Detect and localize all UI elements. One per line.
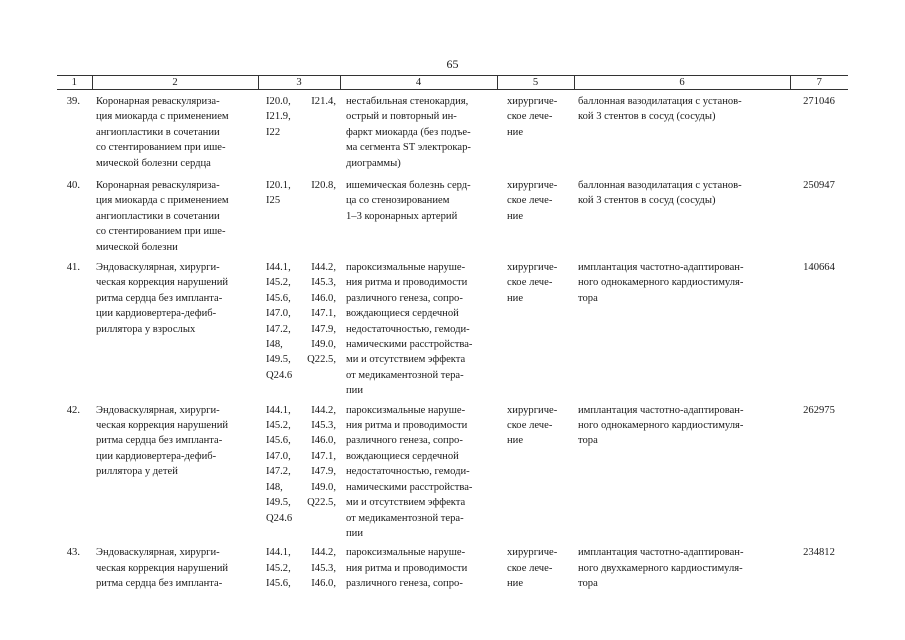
treatment_lines-line: ское лече- <box>507 562 553 574</box>
diagnosis <box>340 541 497 595</box>
diagnosis_lines-line: ца со стенозированием <box>346 195 450 207</box>
method_lines-line: ного двухкамерного кардиостимуля- <box>578 562 743 574</box>
icd-code: Q24.6 <box>266 369 293 381</box>
icd-code-grid <box>266 403 336 526</box>
service-name <box>92 399 258 542</box>
column-header: 1 <box>57 76 92 90</box>
icd-code: I44.2, <box>311 547 336 559</box>
diagnosis_lines-line: вождающиеся сердечной <box>346 308 459 320</box>
diagnosis_lines-line: вождающиеся сердечной <box>346 450 459 462</box>
column-header: 7 <box>790 76 848 90</box>
name_lines-line: ции кардиовертера-дефиб- <box>96 308 217 320</box>
method_lines-line: тора <box>578 292 598 304</box>
column-header: 3 <box>258 76 340 90</box>
row-number: 40. <box>66 180 80 191</box>
diagnosis <box>340 399 497 542</box>
treatment_lines-line: хирургиче- <box>507 404 558 416</box>
diagnosis_lines-line: нестабильная стенокардия, <box>346 96 469 107</box>
cost-value: 271046 <box>803 96 835 107</box>
name_lines-line: ция миокарда с применением <box>96 111 229 123</box>
service-name <box>92 174 258 256</box>
treatment-method <box>574 399 790 542</box>
treatment-type <box>497 399 574 542</box>
icd-code: I46.0, <box>311 578 336 590</box>
diagnosis_lines-line: диограммы) <box>346 157 401 169</box>
icd-code: Q22.5, <box>307 497 336 509</box>
name_lines-line: ритма сердца без импланта- <box>96 292 223 304</box>
method_lines-line: баллонная вазодилатация с установ- <box>578 180 742 191</box>
diagnosis_lines-line: недостаточностью, гемоди- <box>346 323 470 335</box>
treatment_lines-line: ние <box>507 578 524 590</box>
icd-code: I45.3, <box>311 420 336 432</box>
cost-value: 262975 <box>803 404 835 416</box>
method_lines-line: тора <box>578 435 598 447</box>
treatment_lines-line: ние <box>507 210 524 222</box>
icd-code: I20.0, <box>266 96 291 107</box>
name_lines-line: ритма сердца без импланта- <box>96 578 223 590</box>
name_lines-line: ангиопластики в сочетании <box>96 210 220 222</box>
icd-code: I49.0, <box>311 481 336 493</box>
method_lines-line: ного однокамерного кардиостимуля- <box>578 277 744 289</box>
method_lines-line: тора <box>578 578 598 590</box>
method_lines-line: имплантация частотно-адаптирован- <box>578 547 744 559</box>
icd-codes <box>258 399 340 542</box>
icd-code: I47.1, <box>311 308 336 320</box>
name_lines-line: ческая коррекция нарушений <box>96 562 229 574</box>
diagnosis_lines-line: 1–3 коронарных артерий <box>346 210 458 222</box>
treatment_lines-line: ние <box>507 126 524 138</box>
name_lines-line: ритма сердца без импланта- <box>96 435 223 447</box>
name_lines-line: ция миокарда с применением <box>96 195 229 207</box>
method_lines-line: имплантация частотно-адаптирован- <box>578 404 744 416</box>
icd-code: I47.0, <box>266 308 291 320</box>
icd-code: I49.0, <box>311 339 336 351</box>
column-header: 2 <box>92 76 258 90</box>
diagnosis_lines-line: намическими расстройства- <box>346 339 473 351</box>
name_lines-line: риллятора у взрослых <box>96 323 196 335</box>
treatment-method <box>574 90 790 175</box>
icd-code: I45.3, <box>311 277 336 289</box>
diagnosis_lines-line: ми и отсутствием эффекта <box>346 497 466 509</box>
treatment_lines-line: ние <box>507 292 524 304</box>
name_lines-line: Эндоваскулярная, хирурги- <box>96 404 220 416</box>
icd-code: I47.2, <box>266 323 291 335</box>
icd-code: I47.0, <box>266 450 291 462</box>
method_lines-line: кой 3 стентов в сосуд (сосуды) <box>578 111 716 123</box>
header-row <box>57 76 848 90</box>
service-name <box>92 541 258 595</box>
diagnosis_lines-line: пии <box>346 385 364 397</box>
name_lines-line: мической болезни <box>96 241 178 253</box>
column-header: 5 <box>497 76 574 90</box>
column-header: 6 <box>574 76 790 90</box>
diagnosis <box>340 256 497 399</box>
icd-codes <box>258 90 340 175</box>
diagnosis <box>340 90 497 175</box>
cost-value: 234812 <box>803 547 835 559</box>
icd-code: I20.8, <box>311 180 336 191</box>
icd-code: I46.0, <box>311 292 336 304</box>
table-row <box>57 541 848 595</box>
icd-code: I44.2, <box>311 262 336 273</box>
diagnosis_lines-line: различного генеза, сопро- <box>346 435 463 447</box>
icd-code: I48, <box>266 481 283 493</box>
page-number: 65 <box>446 57 459 71</box>
icd-code: I49.5, <box>266 497 291 509</box>
icd-code: I21.9, I22 <box>266 111 291 138</box>
icd-codes <box>258 256 340 399</box>
icd-code: I25 <box>266 195 281 207</box>
diagnosis_lines-line: пароксизмальные наруше- <box>346 262 466 273</box>
diagnosis_lines-line: пии <box>346 527 364 539</box>
name_lines-line: со стентированием при ише- <box>96 226 226 238</box>
icd-code: I44.1, <box>266 262 291 273</box>
icd-code: I47.1, <box>311 450 336 462</box>
treatment-method <box>574 256 790 399</box>
diagnosis_lines-line: от медикаментозной тера- <box>346 369 464 381</box>
diagnosis_lines-line: ния ритма и проводимости <box>346 562 468 574</box>
column-header: 4 <box>340 76 497 90</box>
treatment-type <box>497 541 574 595</box>
diagnosis_lines-line: недостаточностью, гемоди- <box>346 466 470 478</box>
table-row <box>57 256 848 399</box>
diagnosis_lines-line: различного генеза, сопро- <box>346 578 463 590</box>
cost-value: 250947 <box>803 180 835 191</box>
method_lines-line: имплантация частотно-адаптирован- <box>578 262 744 273</box>
icd-code: I44.1, <box>266 547 291 559</box>
diagnosis_lines-line: ния ритма и проводимости <box>346 277 468 289</box>
icd-code: I45.3, <box>311 562 336 574</box>
treatment-method <box>574 174 790 256</box>
icd-code: I20.1, <box>266 180 291 191</box>
diagnosis_lines-line: различного генеза, сопро- <box>346 292 463 304</box>
icd-code: I47.9, <box>311 323 336 335</box>
method_lines-line: ного однокамерного кардиостимуля- <box>578 420 744 432</box>
diagnosis_lines-line: фаркт миокарда (без подъе- <box>346 126 471 138</box>
icd-code: I44.2, <box>311 404 336 416</box>
treatment_lines-line: ское лече- <box>507 111 553 123</box>
icd-code: I45.6, <box>266 292 291 304</box>
icd-code: I45.6, <box>266 578 291 590</box>
icd-code-grid <box>266 545 336 591</box>
table-row <box>57 90 848 175</box>
name_lines-line: ангиопластики в сочетании <box>96 126 220 138</box>
treatment-type <box>497 90 574 175</box>
service-name <box>92 90 258 175</box>
diagnosis_lines-line: острый и повторный ин- <box>346 111 457 123</box>
name_lines-line: со стентированием при ише- <box>96 142 226 154</box>
cost-value: 140664 <box>803 262 835 273</box>
name_lines-line: Коронарная реваскуляриза- <box>96 180 220 191</box>
treatment-method <box>574 541 790 595</box>
method_lines-line: кой 3 стентов в сосуд (сосуды) <box>578 195 716 207</box>
treatment_lines-line: хирургиче- <box>507 262 558 273</box>
row-number: 41. <box>66 262 80 273</box>
treatment_lines-line: ское лече- <box>507 277 553 289</box>
diagnosis_lines-line: ишемическая болезнь серд- <box>346 180 471 191</box>
diagnosis_lines-line: от медикаментозной тера- <box>346 512 464 524</box>
icd-code: I49.5, <box>266 354 291 366</box>
treatment_lines-line: хирургиче- <box>507 96 558 107</box>
row-number: 42. <box>66 404 80 416</box>
icd-code: I45.2, <box>266 420 291 432</box>
row-number: 39. <box>66 96 80 107</box>
diagnosis_lines-line: пароксизмальные наруше- <box>346 404 466 416</box>
icd-code: I45.2, <box>266 277 291 289</box>
icd-codes <box>258 174 340 256</box>
icd-code: I48, <box>266 339 283 351</box>
name_lines-line: Эндоваскулярная, хирурги- <box>96 262 220 273</box>
name_lines-line: мической болезни сердца <box>96 157 211 169</box>
icd-code-grid <box>266 178 336 209</box>
treatment_lines-line: ское лече- <box>507 420 553 432</box>
icd-code: I45.6, <box>266 435 291 447</box>
icd-code: Q22.5, <box>307 354 336 366</box>
row-number: 43. <box>66 547 80 559</box>
icd-code: I21.4, <box>311 96 336 107</box>
name_lines-line: ции кардиовертера-дефиб- <box>96 450 217 462</box>
icd-codes <box>258 541 340 595</box>
diagnosis <box>340 174 497 256</box>
icd-code-grid <box>266 260 336 383</box>
name_lines-line: ческая коррекция нарушений <box>96 420 229 432</box>
icd-code: I47.2, <box>266 466 291 478</box>
treatment-type <box>497 174 574 256</box>
icd-code: I45.2, <box>266 562 291 574</box>
treatment_lines-line: хирургиче- <box>507 180 558 191</box>
services-table <box>57 75 848 595</box>
name_lines-line: риллятора у детей <box>96 466 178 478</box>
name_lines-line: Эндоваскулярная, хирурги- <box>96 547 220 559</box>
icd-code: Q24.6 <box>266 512 293 524</box>
icd-code: I44.1, <box>266 404 291 416</box>
treatment_lines-line: ское лече- <box>507 195 553 207</box>
treatment_lines-line: хирургиче- <box>507 547 558 559</box>
name_lines-line: ческая коррекция нарушений <box>96 277 229 289</box>
diagnosis_lines-line: ми и отсутствием эффекта <box>346 354 466 366</box>
table-row <box>57 399 848 542</box>
table-row <box>57 174 848 256</box>
icd-code-grid <box>266 94 336 140</box>
diagnosis_lines-line: ма сегмента ST электрокар- <box>346 142 471 154</box>
treatment-type <box>497 256 574 399</box>
icd-code: I46.0, <box>311 435 336 447</box>
name_lines-line: Коронарная реваскуляриза- <box>96 96 220 107</box>
method_lines-line: баллонная вазодилатация с установ- <box>578 96 742 107</box>
diagnosis_lines-line: пароксизмальные наруше- <box>346 547 466 559</box>
treatment_lines-line: ние <box>507 435 524 447</box>
diagnosis_lines-line: намическими расстройства- <box>346 481 473 493</box>
icd-code: I47.9, <box>311 466 336 478</box>
diagnosis_lines-line: ния ритма и проводимости <box>346 420 468 432</box>
service-name <box>92 256 258 399</box>
